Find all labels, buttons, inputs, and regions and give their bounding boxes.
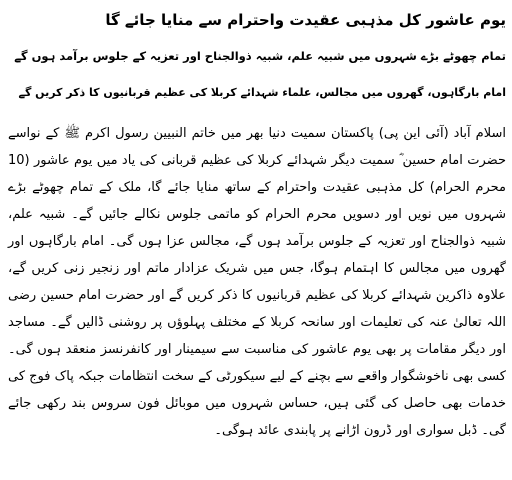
headline-subtitle-majalis: امام بارگاہوں، گھروں میں مجالس، علماء شہدائے کربلا کی عظیم قربانیوں کا ذکر کریں گے (18, 86, 506, 99)
article-body (8, 120, 506, 444)
article-paragraph: اسلام آباد (آئی این پی) پاکستان سمیت دنیا بھر میں خاتم النبیین رسول اکرم ﷺ کے نواسے حضرت امام حسین ؓ سمیت دیگر شہدائے کربلا کی عظیم قربانی کی یاد میں یوم عاشور (10 محرم الحرام) کل مذہبی عقیدت واحترام کے ساتھ منایا جائے گا، ملک کے تمام چھوٹے بڑے شہروں میں نویں اور دسویں محرم الحرام کو ماتمی جلوس نکالے جائیں گے۔ شبیہ علم، شبیہ ذوالجناح اور تعزیہ کے جلوس برآمد ہوں گے، مجالس عزا ہوں گی۔ امام بارگاہوں اور گھروں میں مجالس کا اہتمام ہوگا، جس میں شریک عزادار ماتم اور زنجیر زنی کریں گے، علاوہ ذاکرین شہدائے کربلا کی عظیم قربانیوں کا ذکر کریں گے اور حضرت امام حسین رضی اللہ تعالیٰ عنہ کی تعلیمات اور سانحہ کربلا کے مختلف پہلوؤں پر روشنی ڈالیں گے۔ مساجد اور دیگر مقامات پر بھی یوم عاشور کی مناسبت سے سیمینار اور کانفرنسز منعقد ہوں گی۔ کسی بھی ناخوشگوار واقعے سے بچنے کے لیے سیکورٹی کے سخت انتظامات جبکہ پاک فوج کی خدمات بھی حاصل کی گئی ہیں، حساس شہروں میں موبائل فون سروس بند رکھی جائے گی۔ ڈبل سواری اور ڈرون اڑانے پر پابندی عائد ہوگی۔ (8, 126, 506, 438)
headline-subtitle-processions: تمام چھوٹے بڑے شہروں میں شبیہ علم، شبیہ ذوالجناح اور تعزیہ کے جلوس برآمد ہوں گے (14, 49, 506, 63)
headline-main: یوم عاشور کل مذہبی عقیدت واحترام سے منایا جائے گا (105, 11, 506, 29)
